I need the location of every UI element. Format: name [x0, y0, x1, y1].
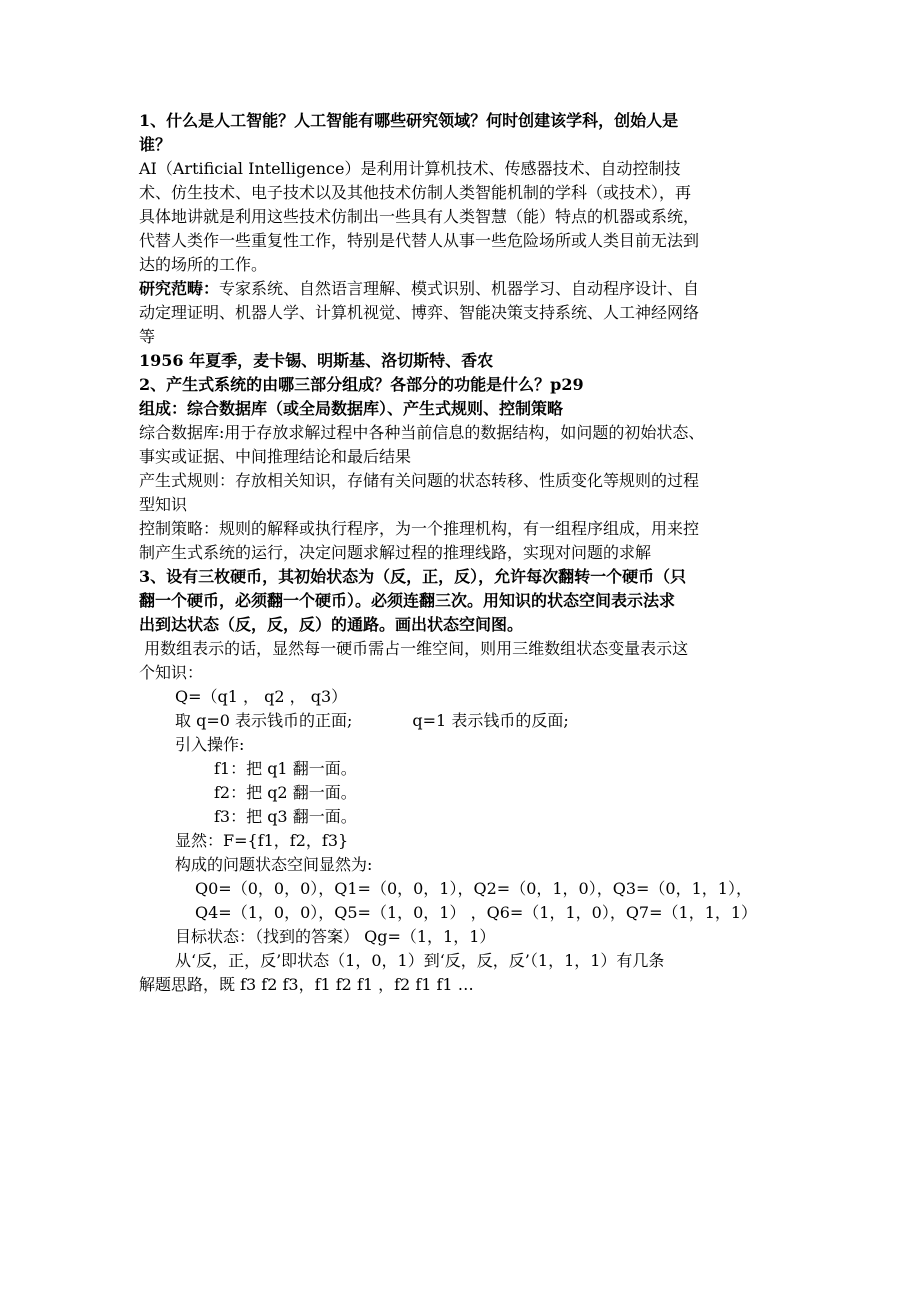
q2-rule-line: 产生式规则：存放相关知识，存储有关问题的状态转移、性质变化等规则的过程: [139, 471, 700, 490]
q1-def-line: 代替人类作一些重复性工作，特别是代替人从事一些危险场所或人类目前无法到: [139, 231, 700, 250]
q3-states-line: Q0=（0，0，0），Q1=（0，0，1），Q2=（0，1，0），Q3=（0，1，1），: [195, 879, 752, 898]
q3-intro-line: 个知识：: [139, 663, 204, 682]
q1-scope-line: 动定理证明、机器人学、计算机视觉、博弈、智能决策支持系统、人工神经网络: [139, 303, 700, 322]
q1-def-line: 术、仿生技术、电子技术以及其他技术仿制人类智能机制的学科（或技术），再: [139, 183, 692, 202]
q3-op-item: f2：把 q2 翻一面。: [214, 783, 357, 802]
q3-title-line: 出到达状态（反，反，反）的通路。画出状态空间图。: [139, 615, 524, 634]
q1-scope-line: 等: [139, 327, 156, 346]
q2-db-line: 事实或证据、中间推理结论和最后结果: [139, 447, 412, 466]
q1-scope-label: 研究范畴：: [139, 279, 220, 298]
q1-title-line2: 谁？: [139, 135, 172, 154]
q1-answer: 1956 年夏季，麦卡锡、明斯基、洛切斯特、香农: [139, 351, 494, 370]
q3-states-line: Q4=（1，0，0），Q5=（1，0，1） ，Q6=（1，1，0），Q7=（1，1，1）: [195, 903, 758, 922]
q1-def-line: 具体地讲就是利用这些技术仿制出一些具有人类智慧（能）特点的机器或系统，: [139, 207, 700, 226]
q3-goal-state: 目标状态：（找到的答案） Qg=（1，1，1）: [175, 927, 496, 946]
q3-title-line: 翻一个硬币，必须翻一个硬币）。必须连翻三次。用知识的状态空间表示法求: [139, 591, 676, 610]
q1-scope-text: 专家系统、自然语言理解、模式识别、机器学习、自动程序设计、自: [219, 279, 700, 298]
q2-rule-line: 型知识: [139, 495, 188, 514]
q2-title: 2、产生式系统的由哪三部分组成？各部分的功能是什么？p29: [139, 375, 584, 394]
q1-def-line: 达的场所的工作。: [139, 255, 268, 274]
q2-components: 组成：综合数据库（或全局数据库）、产生式规则、控制策略: [139, 399, 564, 418]
q3-ops-label: 引入操作:: [175, 735, 245, 754]
q2-control-line: 控制策略：规则的解释或执行程序，为一个推理机构，有一组程序组成，用来控: [139, 519, 700, 538]
q3-intro-line: 用数组表示的话，显然每一硬币需占一维空间，则用三维数组状态变量表示这: [139, 639, 689, 658]
q2-db-line: 综合数据库:用于存放求解过程中各种当前信息的数据结构，如问题的初始状态、: [139, 423, 705, 442]
q3-take-zero: 取 q=0 表示钱币的正面;: [175, 711, 353, 730]
q3-op-item: f3：把 q3 翻一面。: [214, 807, 357, 826]
q3-path-line: 解题思路，既 f3 f2 f3，f1 f2 f1 ，f2 f1 f1 …: [139, 975, 474, 994]
q3-title-line: 3、设有三枚硬币，其初始状态为（反，正，反），允许每次翻转一个硬币（只: [139, 567, 687, 586]
q1-scope-line: [139, 277, 789, 301]
q3-q-definition: Q=（q1 ， q2 ， q3）: [175, 687, 348, 706]
q3-op-item: f1：把 q1 翻一面。: [214, 759, 357, 778]
q3-space-label: 构成的问题状态空间显然为:: [175, 855, 373, 874]
q3-take-one: q=1 表示钱币的反面;: [412, 711, 569, 730]
q3-take-values: [139, 709, 789, 733]
q3-f-set: 显然：F={f1，f2，f3}: [175, 831, 349, 850]
q3-path-line: 从‘反，正，反’即状态（1，0，1）到‘反，反，反’（1，1，1）有几条: [175, 951, 665, 970]
document-body: [139, 109, 789, 997]
q1-title-line1: 1、什么是人工智能？人工智能有哪些研究领域？何时创建该学科，创始人是: [139, 111, 679, 130]
q2-control-line: 制产生式系统的运行，决定问题求解过程的推理线路，实现对问题的求解: [139, 543, 652, 562]
q1-def-line: AI（Artificial Intelligence）是利用计算机技术、传感器技术、自动控制技: [139, 159, 681, 178]
